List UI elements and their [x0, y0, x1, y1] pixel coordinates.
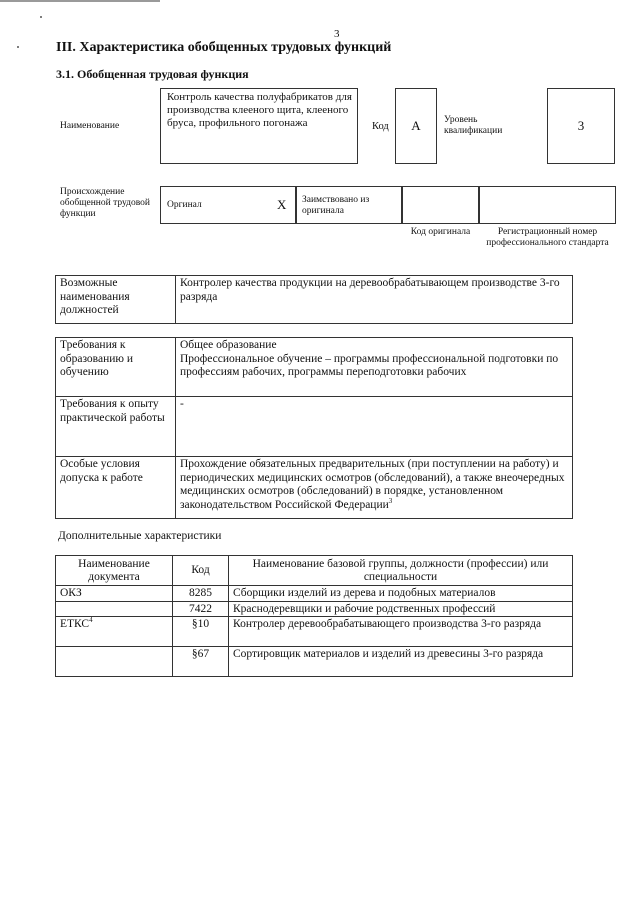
row-doc: ЕТКС [60, 618, 90, 630]
header-document: Наименование документа [56, 556, 173, 586]
level-value-box [547, 88, 615, 164]
level-value: 3 [577, 118, 585, 133]
borrowed-label: Заимствовано из оригинала [302, 195, 370, 216]
education-value [176, 338, 573, 397]
borrowed-box [296, 186, 402, 224]
row-code: §10 [173, 617, 229, 647]
requirement-row-experience [56, 397, 573, 457]
header-code: Код [173, 556, 229, 586]
row-doc [56, 647, 173, 677]
row-doc: ОКЗ [56, 586, 173, 602]
original-label: Оргинал [167, 200, 202, 210]
education-value-line1: Общее образование [180, 339, 277, 351]
subsection-title: 3.1. Обобщенная трудовая функция [56, 67, 249, 81]
positions-label: Возможные наименования должностей [56, 276, 176, 324]
name-value-box [160, 88, 358, 164]
row-code: §67 [173, 647, 229, 677]
requirement-row-education [56, 338, 573, 397]
row-name: Краснодеревщики и рабочие родственных профессий [229, 601, 573, 617]
row-name: Сортировщик материалов и изделий из древесины 3-го разряда [229, 647, 573, 677]
row-code: 7422 [173, 601, 229, 617]
special-conditions-cell [176, 457, 573, 519]
requirements-table [55, 337, 573, 519]
positions-table [55, 275, 573, 324]
code-original-caption: Код оригинала [410, 227, 471, 237]
section-title: III. Характеристика обобщенных трудовых функций [56, 40, 392, 55]
original-box [160, 186, 296, 224]
reg-number-caption: Регистрационный номер профессионального стандарта [486, 227, 609, 248]
scan-artifact-line [0, 0, 160, 2]
table-row [56, 617, 573, 647]
row-doc-cell [56, 617, 173, 647]
additional-title: Дополнительные характеристики [58, 530, 222, 542]
row-name: Сборщики изделий из дерева и подобных материалов [229, 586, 573, 602]
code-label: Код [372, 121, 389, 132]
code-original-box [402, 186, 479, 224]
education-label: Требования к образованию и обучению [56, 338, 176, 397]
positions-value: Контролер качества продукции на деревообрабатывающем производстве 3-го разряда [176, 276, 573, 324]
name-value: Контроль качества полуфабрикатов для производства клееного щита, клееного бруса, профильного погонажа [167, 91, 352, 129]
scan-artifact-dot [17, 46, 19, 48]
code-value: А [411, 118, 421, 133]
origin-label: Происхождение обобщенной трудовой функции [60, 187, 150, 219]
row-doc-footnote: 4 [89, 616, 93, 625]
page-number: 3 [334, 28, 340, 40]
reg-number-box [479, 186, 616, 224]
positions-row [56, 276, 573, 324]
level-label: Уровень квалификации [444, 115, 503, 136]
table-row [56, 647, 573, 677]
row-name: Контролер деревообрабатывающего производства 3-го разряда [229, 617, 573, 647]
code-value-box [395, 88, 437, 164]
requirement-row-special-conditions [56, 457, 573, 519]
header-group-name: Наименование базовой группы, должности (профессии) или специальности [229, 556, 573, 586]
education-value-line2: Профессиональное обучение – программы профессиональной подготовки по профессиям рабочих, программы переподготовки рабочих [180, 352, 559, 378]
table-row [56, 601, 573, 617]
row-code: 8285 [173, 586, 229, 602]
row-doc [56, 601, 173, 617]
original-mark: Х [277, 197, 287, 212]
table-row [56, 586, 573, 602]
scan-artifact-dot [40, 16, 42, 18]
additional-table [55, 555, 573, 677]
name-label: Наименование [60, 121, 120, 131]
experience-label: Требования к опыту практической работы [56, 397, 176, 457]
special-conditions-label: Особые условия допуска к работе [56, 457, 176, 519]
special-conditions-footnote: 3 [388, 496, 393, 505]
additional-header-row [56, 556, 573, 586]
experience-value: - [176, 397, 573, 457]
special-conditions-value: Прохождение обязательных предварительных (при поступлении на работу) и периодических медицинских осмотров (обследований), а также внеочередных медицинских осмотров (обследований) в порядке, установленном законодательством Российской Федерации [180, 458, 565, 511]
